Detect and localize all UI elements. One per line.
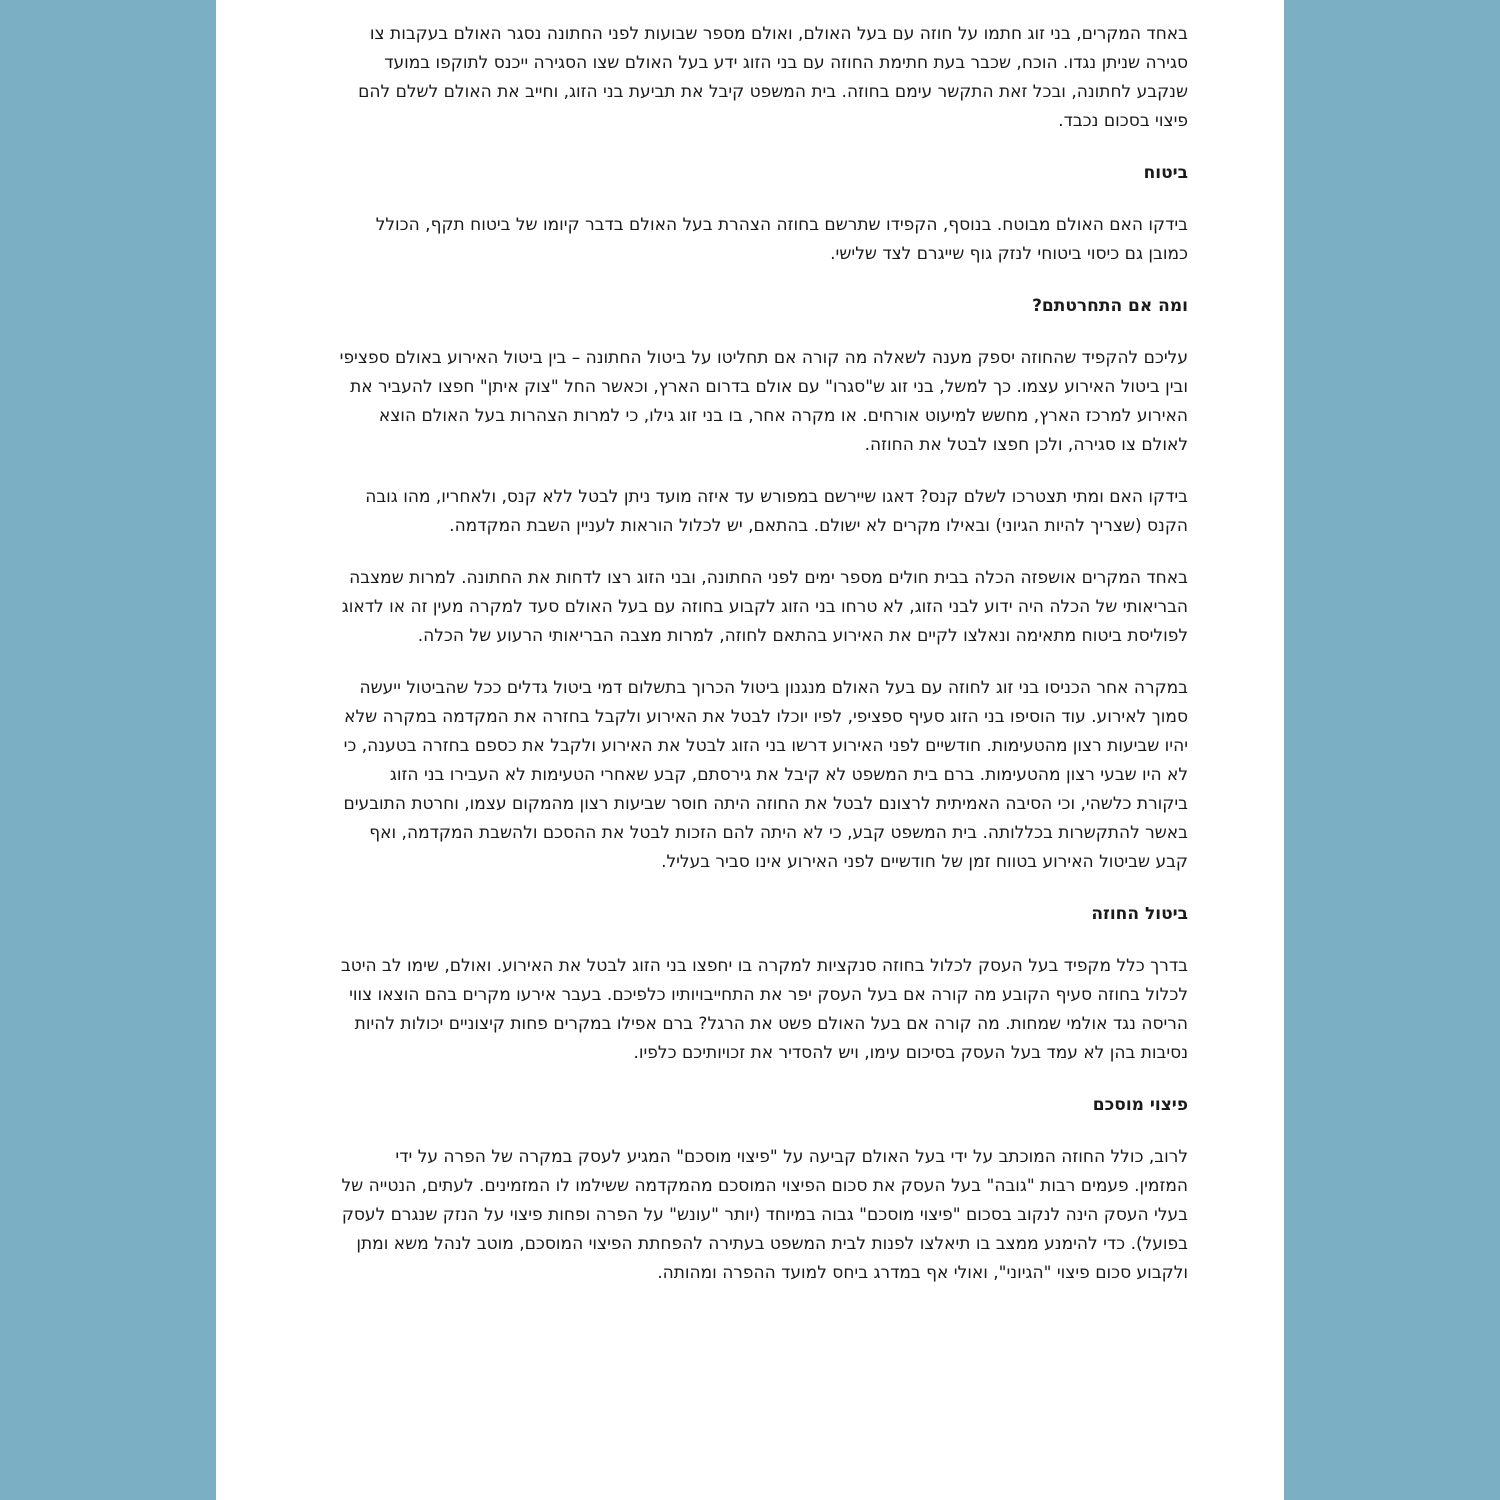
paragraph-contract-cancellation: בדרך כלל מקפיד בעל העסק לכלול בחוזה סנקציות למקרה בו יחפצו בני הזוג לבטל את האירוע. ואולם, שימו לב היטב לכלול בחוזה סעיף הקובע מה קורה אם בעל העסק יפר את התחייבויותיו כלפיכם. בעבר אירעו מקרים בהם הוצאו צווי הריסה נגד אולמי שמחות. מה קורה אם בעל האולם פשט את הרגל? ברם אפילו במקרים פחות קיצוניים יכולות להיות נסיבות בהן לא עמד בעל העסק בסיכום עימו, ויש להסדיר את זכויותיכם כלפיו.: [340, 956, 1188, 1063]
paragraph-closure-case: באחד המקרים, בני זוג חתמו על חוזה עם בעל האולם, ואולם מספר שבועות לפני החתונה נסגר האולם בעקבות צו סגירה שניתן נגדו. הוכח, שכבר בעת חתימת החוזה עם בני הזוג ידע בעל האולם שצו הסגירה ייכנס לתוקפו במועד שנקבע לחתונה, ובכל זאת התקשר עימם בחוזה. בית המשפט קיבל את תביעת בני הזוג, וחייב את האולם לשלם להם פיצוי בסכום נכבד.: [358, 24, 1188, 131]
paragraph-insurance: בידקו האם האולם מבוטח. בנוסף, הקפידו שתרשם בחוזה הצהרת בעל האולם בדבר קיומו של ביטוח תקף, הכולל כמובן גם כיסוי ביטוחי לנזק גוף שייגרם לצד שלישי.: [375, 215, 1188, 264]
heading-contract-cancellation: ביטול החוזה: [1091, 904, 1188, 924]
document-page: [216, 0, 1284, 1500]
heading-insurance: ביטוח: [1143, 163, 1188, 183]
paragraph-cancellation-answer: עליכם להקפיד שהחוזה יספק מענה לשאלה מה קורה אם תחליטו על ביטול החתונה – בין ביטול האירוע באולם ספציפי ובין ביטול האירוע עצמו. כך למשל, בני זוג ש"סגרו" עם אולם בדרום הארץ, וכאשר החל "צוק איתן" חפצו להעביר את האירוע למרכז הארץ, מחשש למיעוט אורחים. או מקרה אחר, בו בני זוג גילו, כי למרות הצהרות בעל האולם הוצא לאולם צו סגירה, ולכן חפצו לבטל את החוזה.: [339, 348, 1188, 455]
document-body: [338, 20, 1188, 1311]
paragraph-bride-hospital-case: באחד המקרים אושפזה הכלה בבית חולים מספר ימים לפני החתונה, ובני הזוג רצו לדחות את החתונה. למרות שמצבה הבריאותי של הכלה היה ידוע לבני הזוג, לא טרחו בני הזוג לקבוע בחוזה עם בעל האולם סעד למקרה מעין זה או לדאוג לפוליסת ביטוח מתאימה ונאלצו לקיים את האירוע בהתאם לחוזה, למרות מצבה הבריאותי הרעוע של הכלה.: [341, 568, 1188, 646]
paragraph-fine: בידקו האם ומתי תצטרכו לשלם קנס? דאגו שיירשם במפורש עד איזה מועד ניתן לבטל ללא קנס, ולאחריו, מהו גובה הקנס (שצריך להיות הגיוני) ובאילו מקרים לא ישולם. בהתאם, יש לכלול הוראות לעניין השבת המקדמה.: [365, 487, 1188, 536]
heading-regret: ומה אם התחרטתם?: [1032, 296, 1188, 316]
paragraph-agreed-compensation: לרוב, כולל החוזה המוכתב על ידי בעל האולם קביעה על "פיצוי מוסכם" המגיע לעסק במקרה של הפרה על ידי המזמין. פעמים רבות "גובה" בעל העסק את סכום הפיצוי המוסכם מהמקדמה ששילמו לו המזמינים. לעתים, הנטייה של בעלי העסק הינה לנקוב בסכום "פיצוי מוסכם" גבוה במיוחד (יותר "עונש" על הפרה ופחות פיצוי על הנזק שנגרם לעסק בפועל). כדי להימנע ממצב בו תיאלצו לפנות לבית המשפט בעתירה להפחתת הפיצוי המוסכם, מוטב לנהל משא ומתן ולקבוע סכום פיצוי "הגיוני", ואולי אף במדרג ביחס למועד ההפרה ומהותה.: [341, 1147, 1188, 1283]
heading-agreed-compensation: פיצוי מוסכם: [1092, 1095, 1188, 1115]
paragraph-tasting-case: במקרה אחר הכניסו בני זוג לחוזה עם בעל האולם מנגנון ביטול הכרוך בתשלום דמי ביטול גדלים ככל שהביטול ייעשה סמוך לאירוע. עוד הוסיפו בני הזוג סעיף ספציפי, לפיו יוכלו לבטל את האירוע ולקבל בחזרה את המקדמה במקרה שלא יהיו שביעות רצון מהטעימות. חודשיים לפני האירוע דרשו בני הזוג לבטל את האירוע ולקבל את כספם בחזרה בטענה, כי לא היו שבעי רצון מהטעימות. ברם בית המשפט לא קיבל את גירסתם, קבע שאחרי הטעימות לא העבירו בני הזוג ביקורת כלשהי, וכי הסיבה האמיתית לרצונם לבטל את החוזה היתה חוסר שביעות רצון מהמקום עצמו, וחרטת התובעים באשר להתקשרות בכללותה. בית המשפט קבע, כי לא היתה להם הזכות לבטל את ההסכם ולהשבת המקדמה, ואף קבע שביטול האירוע בטווח זמן של חודשיים לפני האירוע אינו סביר בעליל.: [343, 678, 1188, 872]
